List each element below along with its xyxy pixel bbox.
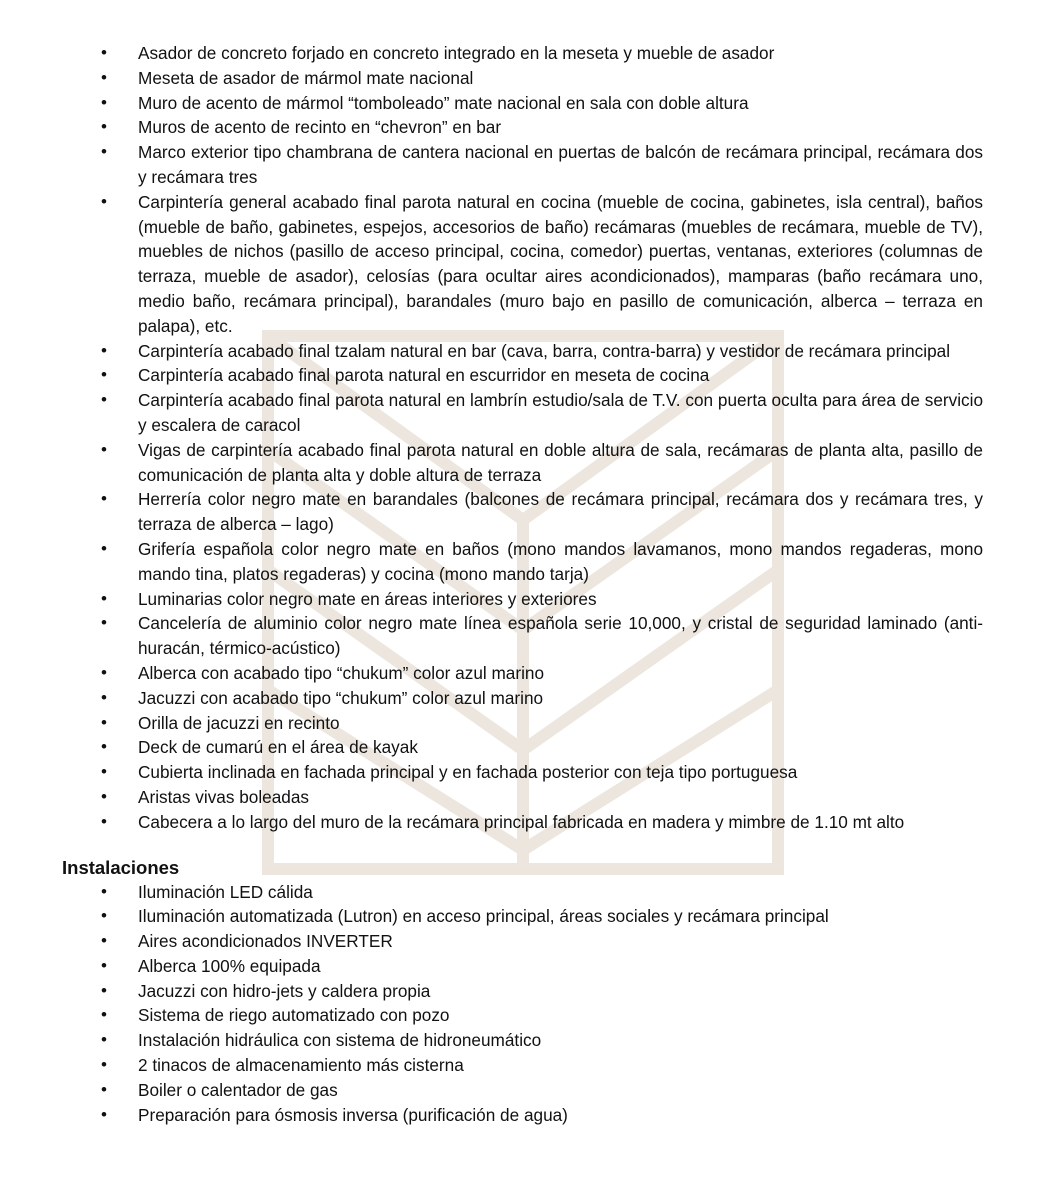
list-item: • Alberca con acabado tipo “chukum” color azul marino	[138, 661, 983, 686]
list-item: • Muro de acento de mármol “tomboleado” mate nacional en sala con doble altura	[138, 91, 983, 116]
list-item: • Aristas vivas boleadas	[138, 785, 983, 810]
list-item: • Carpintería acabado final parota natural en escurridor en meseta de cocina	[138, 363, 983, 388]
list-item: • Muros de acento de recinto en “chevron” en bar	[138, 115, 983, 140]
list-item: • Jacuzzi con hidro-jets y caldera propia	[138, 979, 983, 1004]
list-item: • Cancelería de aluminio color negro mate línea española serie 10,000, y cristal de seguridad laminado (anti-huracán, térmico-acústico)	[138, 611, 983, 661]
list-item: • Meseta de asador de mármol mate nacional	[138, 66, 983, 91]
list-item: • Alberca 100% equipada	[138, 954, 983, 979]
list-item: • Iluminación automatizada (Lutron) en acceso principal, áreas sociales y recámara principal	[138, 904, 983, 929]
list-item: • Vigas de carpintería acabado final parota natural en doble altura de sala, recámaras de planta alta, pasillo de comunicación de planta alta y doble altura de terraza	[138, 438, 983, 488]
section-heading-instalaciones: Instalaciones	[62, 856, 180, 878]
list-item: • Luminarias color negro mate en áreas interiores y exteriores	[138, 587, 983, 612]
list-item: • Asador de concreto forjado en concreto integrado en la meseta y mueble de asador	[138, 41, 983, 66]
list-item: • Cubierta inclinada en fachada principal y en fachada posterior con teja tipo portuguesa	[138, 760, 983, 785]
list-item: • Preparación para ósmosis inversa (purificación de agua)	[138, 1103, 983, 1128]
list-item: • Jacuzzi con acabado tipo “chukum” color azul marino	[138, 686, 983, 711]
list-item: • Marco exterior tipo chambrana de cantera nacional en puertas de balcón de recámara principal, recámara dos y recámara tres	[138, 140, 983, 190]
acabados-list	[0, 41, 1051, 835]
list-item: • Aires acondicionados INVERTER	[138, 929, 983, 954]
list-item: • Iluminación LED cálida	[138, 880, 983, 905]
list-item: • Carpintería general acabado final parota natural en cocina (mueble de cocina, gabinetes, isla central), baños (mueble de baño, gabinetes, espejos, accesorios de baño) recámaras (muebles de recámara, mueble de TV), muebles de nichos (pasillo de acceso principal, cocina, comedor) puertas, ventanas, exteriores (columnas de terraza, mueble de asador), celosías (para ocultar aires acondicionados), mamparas (baño recámara uno, medio baño, recámara principal), barandales (muro bajo en pasillo de comunicación, alberca – terraza en palapa), etc.	[138, 190, 983, 339]
list-item: • Herrería color negro mate en barandales (balcones de recámara principal, recámara dos y recámara tres, y terraza de alberca – lago)	[138, 487, 983, 537]
list-item: • Carpintería acabado final tzalam natural en bar (cava, barra, contra-barra) y vestidor de recámara principal	[138, 339, 983, 364]
list-item: • Cabecera a lo largo del muro de la recámara principal fabricada en madera y mimbre de 1.10 mt alto	[138, 810, 983, 835]
list-item: • 2 tinacos de almacenamiento más cisterna	[138, 1053, 983, 1078]
list-item: • Boiler o calentador de gas	[138, 1078, 983, 1103]
list-item: • Deck de cumarú en el área de kayak	[138, 735, 983, 760]
list-item: • Instalación hidráulica con sistema de hidroneumático	[138, 1028, 983, 1053]
list-item: • Orilla de jacuzzi en recinto	[138, 711, 983, 736]
list-item: • Sistema de riego automatizado con pozo	[138, 1003, 983, 1028]
list-item: • Grifería española color negro mate en baños (mono mandos lavamanos, mono mandos regaderas, mono mando tina, platos regaderas) y cocina (mono mando tarja)	[138, 537, 983, 587]
list-item: • Carpintería acabado final parota natural en lambrín estudio/sala de T.V. con puerta oculta para área de servicio y escalera de caracol	[138, 388, 983, 438]
instalaciones-list	[0, 880, 1051, 1128]
